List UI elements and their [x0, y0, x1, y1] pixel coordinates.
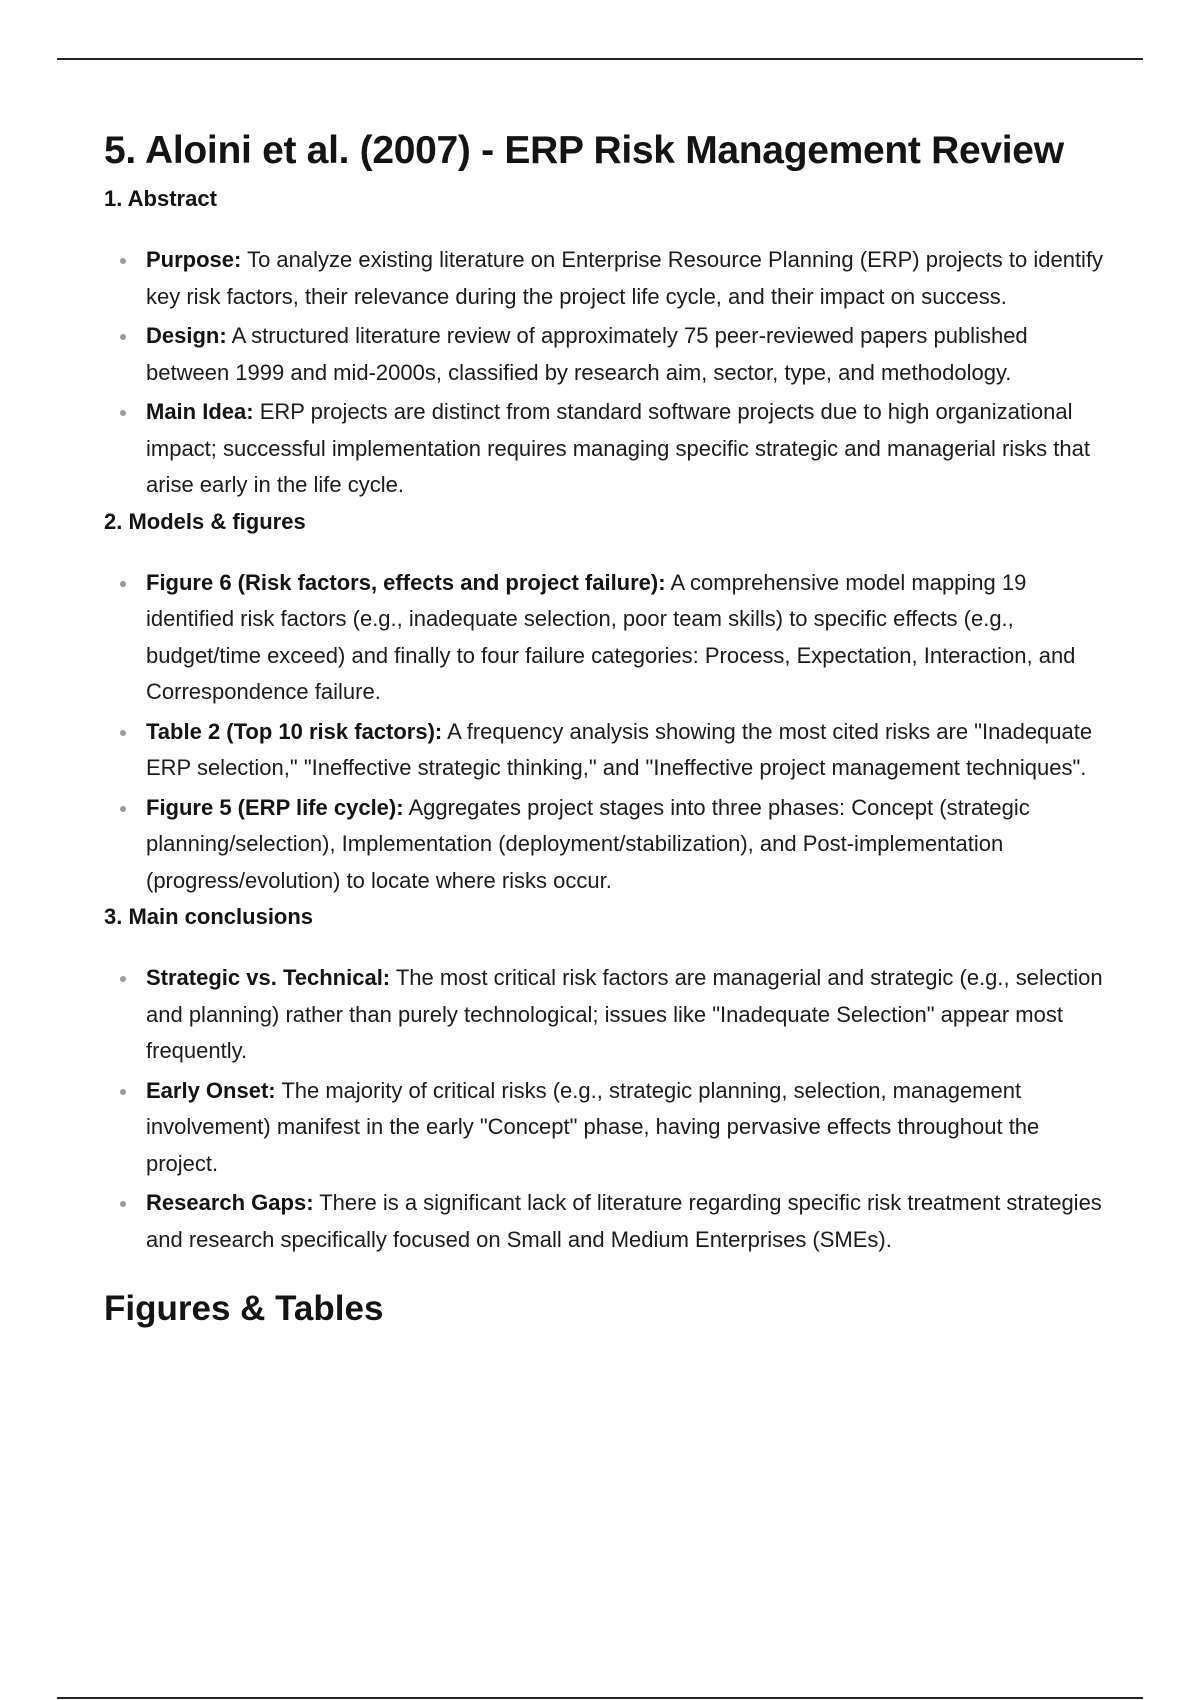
item-label: Table 2 (Top 10 risk factors):	[146, 718, 443, 744]
item-label: Research Gaps:	[146, 1190, 314, 1215]
item-text: To analyze existing literature on Enterprise Resource Planning (ERP) projects to identify key risk factors, their relevance during the project life cycle, and their impact on success.	[146, 247, 1104, 309]
abstract-list	[104, 242, 1104, 504]
item-text: A frequency analysis showing the most cited risks are "Inadequate ERP selection," "Ineffective strategic thinking," and "Ineffective project management techniques".	[146, 718, 1093, 780]
item-label: Design:	[146, 323, 227, 348]
list-item	[104, 394, 1104, 504]
top-rule	[57, 58, 1143, 60]
item-text: A comprehensive model mapping 19 identified risk factors (e.g., inadequate selection, poor team skills) to specific effects (e.g., budget/time exceed) and finally to four failure categories: Process, Expectation, Interaction, and Correspondence failure.	[146, 569, 1076, 704]
item-text: ERP projects are distinct from standard software projects due to high organizational impact; successful implementation requires managing specific strategic and managerial risks that arise early in the life cycle.	[146, 399, 1090, 497]
bullet-icon	[120, 976, 126, 982]
list-item	[104, 714, 1104, 787]
bullet-icon	[120, 581, 126, 587]
item-text: There is a significant lack of literature regarding specific risk treatment strategies and research specifically focused on Small and Medium Enterprises (SMEs).	[146, 1190, 1102, 1252]
bullet-icon	[120, 334, 126, 340]
page-title: 5. Aloini et al. (2007) - ERP Risk Management Review	[104, 129, 1064, 172]
item-text: The most critical risk factors are managerial and strategic (e.g., selection and planning) rather than purely technological; issues like "Inadequate Selection" appear most frequently.	[146, 965, 1103, 1063]
bullet-icon	[120, 410, 126, 416]
list-item	[104, 242, 1104, 315]
list-item	[104, 318, 1104, 391]
item-label: Strategic vs. Technical:	[146, 965, 391, 990]
bottom-rule	[57, 1697, 1143, 1699]
list-item	[104, 565, 1104, 711]
item-label: Purpose:	[146, 247, 242, 272]
item-label: Main Idea:	[146, 399, 254, 424]
section-heading-models: 2. Models & figures	[104, 508, 306, 534]
bullet-icon	[120, 806, 126, 812]
figures-tables-heading: Figures & Tables	[104, 1289, 384, 1328]
list-item	[104, 790, 1104, 900]
conclusions-list	[104, 960, 1104, 1258]
section-heading-abstract: 1. Abstract	[104, 186, 217, 211]
list-item	[104, 960, 1104, 1070]
item-text: Aggregates project stages into three phases: Concept (strategic planning/selection), Implementation (deployment/stabilization), and Post-implementation (progress/evolution) to locate where risks occur.	[146, 794, 1030, 893]
list-item	[104, 1073, 1104, 1183]
item-label: Figure 6 (Risk factors, effects and project failure):	[146, 569, 666, 595]
list-item	[104, 1185, 1104, 1258]
item-label: Figure 5 (ERP life cycle):	[146, 794, 404, 820]
item-text: A structured literature review of approximately 75 peer-reviewed papers published between 1999 and mid-2000s, classified by research aim, sector, type, and methodology.	[146, 323, 1028, 385]
bullet-icon	[120, 258, 126, 264]
section-heading-conclusions: 3. Main conclusions	[104, 904, 314, 929]
bullet-icon	[120, 1201, 126, 1207]
bullet-icon	[120, 1089, 126, 1095]
models-list	[104, 565, 1104, 900]
document-body	[104, 118, 1104, 1332]
item-label: Early Onset:	[146, 1077, 276, 1103]
item-text: The majority of critical risks (e.g., strategic planning, selection, management involvement) manifest in the early "Concept" phase, having pervasive effects throughout the project.	[146, 1077, 1040, 1176]
bullet-icon	[120, 730, 126, 736]
